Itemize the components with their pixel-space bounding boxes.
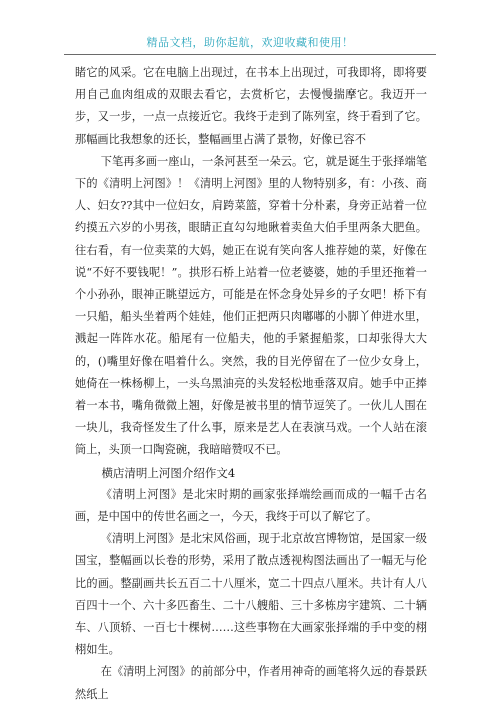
paragraph: 睹它的风采。它在电脑上出现过，在书本上出现过，可我即将，即将要用自己血肉组成的双眼去看它，去赏析它，去慢慢揣摩它。我迈开一步，又一步，一点一点接近它。我终于走到了陈列室，终于看到了它。那幅画比我想象的还长，整幅画里占满了景物，好像已容不 — [75, 66, 427, 146]
paragraph: 下笔再多画一座山，一条河甚至一朵云。它，就是诞生于张择端笔下的《清明上河图》！《清明上河图》里的人物特别多，有：小孩、商人、妇女??其中一位妇女，肩跨菜篮，穿着十分朴素，身旁正站着一位约摸五六岁的小男孩，眼睛正直勾勾地瞅着卖鱼大伯手里两条大肥鱼。往右看，有一位卖菜的大妈，她正在说有笑向客人推荐她的菜，好像在说“不好不要钱呢！”。拱形石桥上站着一位老婆婆，她的手里还拖着一个小孙孙，眼神正眺望远方，可能是在怀念身处异乡的子女吧！桥下有一只船，船头坐着两个娃娃，他们正把两只肉嘟嘟的小脚丫伸进水里，溅起一阵阵水花。船尾有一位船夫，他的手紧握船浆，口却张得大大的，()嘴里好像在唱着什么。突然，我的目光停留在了一位少女身上，她倚在一株杨柳上，一头乌黑油亮的头发轻松地垂落双肩。她手中正捧着一本书，嘴角微微上翘，好像是被书里的情节逗笑了。一伙儿人围在一块儿，我奇怪发生了什么事，原来是艺人在表演马戏。一个人站在滚筒上，头顶一口陶瓷碗，我暗暗赞叹不已。 — [75, 154, 427, 457]
section-title: 横店清明上河图介绍作文4 — [101, 465, 236, 480]
paragraph: 在《清明上河图》的前部分中，作者用神奇的画笔将久远的春景跃然纸上 — [75, 665, 427, 701]
paragraph: 《清明上河图》是北宋时期的画家张择端绘画而成的一幅千古名画，是中国中的传世名画之一，今天，我终于可以了解它了。 — [75, 487, 427, 524]
paragraph: 《清明上河图》是北宋风俗画，现于北京故宫博物馆，是国家一级国宝，整幅画以长卷的形势，采用了散点透视构图法画出了一幅无与伦比的画。整副画共长五百二十八厘米，宽二十四点八厘米。共计有人八百四十一个、六十多匹畜生、二十八艘船、三十多栋房宇建筑、二十辆车、八顶轿、一百七十棵树……这些事物在大画家张择端的手中变的栩栩如生。 — [75, 532, 427, 657]
document-body — [75, 62, 427, 706]
header-text: 精品文档，助你起航，欢迎收藏和使用！ — [146, 36, 354, 49]
page-header — [64, 28, 436, 55]
